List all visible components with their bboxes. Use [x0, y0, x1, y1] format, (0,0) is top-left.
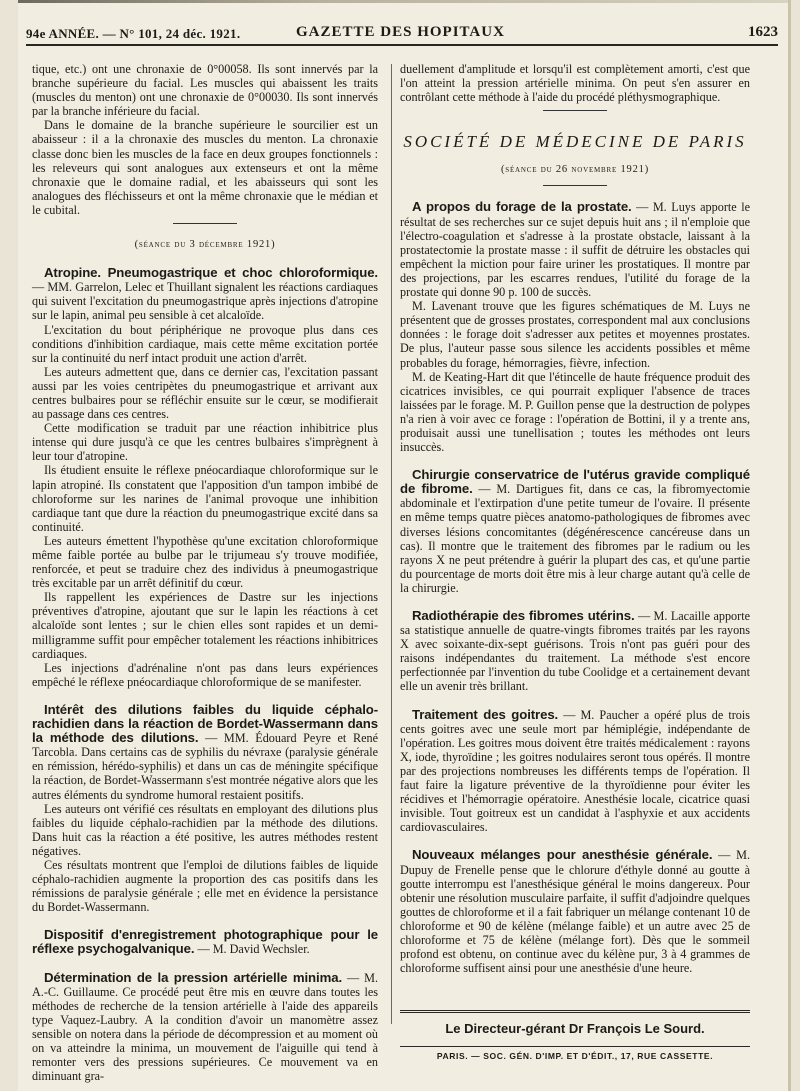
- society-title: SOCIÉTÉ DE MÉDECINE DE PARIS: [403, 132, 747, 152]
- article-chirurgie: [400, 468, 750, 595]
- session-date: (séance du 3 décembre 1921): [134, 239, 276, 251]
- section-rule: [543, 110, 607, 111]
- journal-title: GAZETTE DES HOPITAUX: [296, 24, 505, 40]
- article-radiotherapie: [400, 609, 750, 694]
- article-first-text: — M. Lacaille apporte sa statistique annuelle de quatre-vingts fibromes traités par les rayons X avec soixante-dix-sept guérisons. Trois n'ont pas guéri pour des raisons indépendantes du traitement. La méthode s'est encore perfectionnée par l'invention du tube Coolidge et a certainement devant elle un avenir très brillant.: [400, 609, 751, 694]
- article-title: Intérêt des dilutions faibles du liquide céphalo-rachidien dans la réaction de Bordet-Wassermann dans la méthode des dilutions.: [32, 701, 378, 746]
- article-lead: [32, 971, 378, 1084]
- article-lead: [400, 200, 750, 299]
- page-number: 1623: [748, 24, 778, 40]
- article-first-text: — MM. Édouard Peyre et René Tarcobla. Dans certains cas de syphilis du névraxe (paralysie générale en rémission, hérédo-syphilis) et dans un cas de méningite spécifique la réaction, de Bordet-Wassermann s'est montrée négative alors que les autres éléments du syndrome humoral restaient positifs.: [32, 731, 378, 802]
- top-edge: [18, 0, 788, 3]
- article-first-text: — MM. Garrelon, Lelec et Thuillant signalent les réactions cardiaques qui suivent l'excitation du pneumogastrique après injections d'atropine sur le lapin, animal peu sensible à cet alcaloïde.: [32, 280, 378, 323]
- article-paragraph: Les auteurs émettent l'hypothèse qu'une excitation chloroformique même faible portée au bulbe par le trijumeau s'y trouve modifiée, renforcée, et peut se traduire chez des individus à pneumogastrique très excitable par un arrêt définitif du cœur.: [32, 533, 378, 591]
- intro-paragraph-2: Dans le domaine de la branche supérieure le sourcilier est un abaisseur : il a la chronaxie des muscles du menton. La chronaxie classe donc bien les muscles de la face en deux groupes fonctionnels : les releveurs qui sont analogues aux extenseurs et ont la même chronaxie que le domaine radial, et les abaisseurs qui sont les analogues des fléchisseurs et ont la même chronaxie que le médian et le cubital.: [32, 118, 378, 217]
- article-first-text: — M. David Wechsler.: [197, 942, 310, 957]
- article-dispositif: [32, 928, 378, 956]
- article-paragraph: M. de Keating-Hart dit que l'étincelle de haute fréquence produit des cicatrices invisibles, ce qui pourrait expliquer l'absence de traces laissées par le forage. M. P. Guillon pense que la destruction de polypes n'a rien à voir avec ce forage : l'opération de Bottini, il y a trente ans, produisait aussi une tunellisation ; toutes les méthodes ont leurs insuccès.: [400, 369, 750, 455]
- session-date: (séance du 26 novembre 1921): [500, 164, 649, 176]
- article-first-text: — M. A.-C. Guillaume. Ce procédé peut être mis en œuvre dans toutes les méthodes de recherche de la tension artérielle à l'aide des appareils type Vaquez-Laubry. A la condition d'avoir un manomètre assez sensible on notera dans la période de décompression et au moment où on va atteindre la minima, un mouvement de l'aiguille qui tend à remonter vers des pressions supérieures. Ce mouvement va en diminuant gra-: [32, 970, 379, 1084]
- article-paragraph: Cette modification se traduit par une réaction inhibitrice plus intense qui dure jusqu'à ce que les centres bulbaires s'imprègnent à leur tour d'atropine.: [32, 421, 378, 464]
- director-line: Le Directeur-gérant Dr François Le Sourd.: [445, 1021, 705, 1036]
- article-paragraph: L'excitation du bout périphérique ne provoque plus dans ces conditions d'inhibition cardiaque, mais cette même excitation portée sur la continuité du nerf intact produit une action d'arrêt.: [32, 322, 378, 365]
- article-lead: [32, 703, 378, 802]
- page-footer: [400, 1010, 750, 1061]
- article-title: Dispositif d'enregistrement photographique pour le réflexe psychogalvanique.: [32, 927, 378, 957]
- continued-paragraph: duellement d'amplitude et lorsqu'il est complètement amorti, c'est que l'on atteint la pression artérielle minima. On peut s'en assurer en contrôlant cette méthode à l'aide du procédé pléthysmographique.: [400, 62, 750, 105]
- article-pression: [32, 971, 378, 1084]
- article-title: Radiothérapie des fibromes utérins.: [412, 608, 635, 623]
- article-paragraph: M. Lavenant trouve que les figures schématiques de M. Luys ne présentent que de grosses prostates, correspondent mal aux conclusions données : le forage doit s'adresser aux petites et moyennes prostates. De plus, l'auteur passe sous silence les accidents possibles et même probables du forage, hémorragies, fièvre, infection.: [400, 299, 750, 370]
- article-paragraph: Les auteurs admettent que, dans ce dernier cas, l'excitation passant aussi par les voies centripètes du pneumogastrique et arrivant aux centres bulbaires pour se réfléchir ensuite sur le cœur, se modifierait au passage dans ces centres.: [32, 364, 378, 422]
- article-title: Traitement des goitres.: [412, 706, 559, 722]
- section-rule: [543, 185, 607, 186]
- article-goitres: [400, 708, 750, 835]
- article-lead: [400, 848, 750, 975]
- article-paragraph: Les injections d'adrénaline n'ont pas dans leurs expériences empêché le réflexe pnéocardiaque chloroformique de se manifester.: [32, 660, 378, 689]
- article-first-text: — M. Paucher a opéré plus de trois cents goitres avec une seule mort par hémiplégie, indépendante de l'opération. Les goitres mous doivent être traités médicalement : rayons X, iode, thyroïdine ; les goitres nodulaires seront tous opérés. Il montre par des projections nombreuses les différents temps de l'opération. Il faut faire la ligature préventive de la thyroïdienne pour éviter les récidives et l'hémorragie opératoire. Anesthésie locale, cicatrice quasi invisible. Tout goitreux est un candidat à l'asphyxie et aux accidents cardiovasculaires.: [400, 707, 750, 835]
- article-dilutions: [32, 703, 378, 914]
- article-title: A propos du forage de la prostate.: [412, 199, 632, 215]
- article-first-text: — M. Luys apporte le résultat de ses recherches sur ce sujet depuis huit ans ; il n'emploie que l'électro-coagulation et s'adresse à la prostate obstacle, laissant à la prostatectomie la prostate masse : il suffit de détruire les obstacles qui empêchent la miction pour faire uriner les prostatiques. Il montre par des projections, par les escarres rendues, l'utilité du forage de la prostate qui donne 90 p. 100 de succès.: [400, 200, 750, 300]
- article-title: Détermination de la pression artérielle minima.: [44, 969, 343, 985]
- article-paragraph: Les auteurs ont vérifié ces résultats en employant des dilutions plus faibles du liquide céphalo-rachidien par la méthode des dilutions. Dans huit cas la réaction a été positive, les autres méthodes restent négatives.: [32, 801, 378, 858]
- article-paragraph: Ils rappellent les expériences de Dastre sur les injections préventives d'atropine, ajoutant que sur le lapin les réactions à cet alcaloïde sont lentes ; sur le chien elles sont rapides et un demi-milligramme suffit pour empêcher totalement les réactions inhibitrices cardiaques.: [32, 590, 378, 661]
- article-first-text: — M. Dartigues fit, dans ce cas, la fibromyectomie abdominale et l'extirpation d'une petite tumeur de l'ovaire. Il présente en même temps quatre pièces anatomo-pathologiques de fibromes avec diverses lésions concomitantes (dégénérescence cancéreuse dans un cas). Il montre que le traitement des fibromes par le radium ou les rayons X ne peut prétendre à guérir la plupart des cas, et qu'une partie du pourcentage de morts doit être mis à leur charge autant qu'à celle de la chirurgie.: [400, 482, 750, 595]
- article-first-text: — M. Dupuy de Frenelle pense que le chlorure d'éthyle donné au goutte à goutte interrompu est l'anesthésique général le moins dangereux. Pour obtenir une résolution musculaire parfaite, il suffit d'adjoindre quelques gouttes de chloroforme et il a fait fabriquer un mélange contenant 10 de chloroforme et 90 de kélène (mélange faible) et un autre avec 25 de chloroforme et 75 de kélène (mélange fort). Dès que le sommeil profond est obtenu, on continue avec du kélène pur, 3 à 4 grammes de chloroforme suffisent ainsi pour une anesthésie d'une heure.: [400, 848, 750, 976]
- article-lead: [32, 266, 378, 322]
- article-prostate: [400, 200, 750, 454]
- right-column: [400, 62, 750, 975]
- article-atropine: [32, 266, 378, 689]
- printer-line: PARIS. — SOC. GÉN. D'IMP. ET D'ÉDIT., 17, RUE CASSETTE.: [400, 1046, 750, 1061]
- article-lead: [400, 468, 750, 595]
- article-paragraph: Ces résultats montrent que l'emploi de dilutions faibles de liquide céphalo-rachidien augmente la proportion des cas positifs dans les rémissions de paralysie générale ; elle met en évidence la persistance du Bordet-Wassermann.: [32, 857, 378, 915]
- section-rule: [173, 223, 237, 224]
- article-title: Chirurgie conservatrice de l'utérus gravide compliqué de fibrome.: [400, 467, 750, 497]
- article-title: Atropine. Pneumogastrique et choc chloroformique.: [44, 265, 378, 281]
- left-column: [32, 62, 378, 1083]
- page-header: [26, 18, 778, 46]
- intro-paragraph-1: tique, etc.) ont une chronaxie de 0°00058. Ils sont innervés par la branche supérieure du facial. Les muscles qui abaissent les traits (muscles du menton) ont une chronaxie de 0°00030. Ils sont innervés par la branche inférieure du facial.: [32, 62, 378, 119]
- issue-info: 94e ANNÉE. — N° 101, 24 déc. 1921.: [26, 26, 241, 41]
- column-divider: [391, 64, 392, 1024]
- article-lead: [32, 928, 378, 956]
- article-melanges: [400, 848, 750, 975]
- article-lead: [400, 708, 750, 835]
- article-lead: [400, 609, 750, 694]
- newspaper-page: [18, 0, 791, 1091]
- article-paragraph: Ils étudient ensuite le réflexe pnéocardiaque chloroformique sur le lapin atropiné. Ils constatent que l'apposition d'un tampon imbibé de chloroforme sur les narines de l'animal provoque une inhibition cardiaque tant que dure la réaction du pneumogastrique excité dans sa continuité.: [32, 463, 378, 534]
- article-title: Nouveaux mélanges pour anesthésie générale.: [412, 847, 713, 863]
